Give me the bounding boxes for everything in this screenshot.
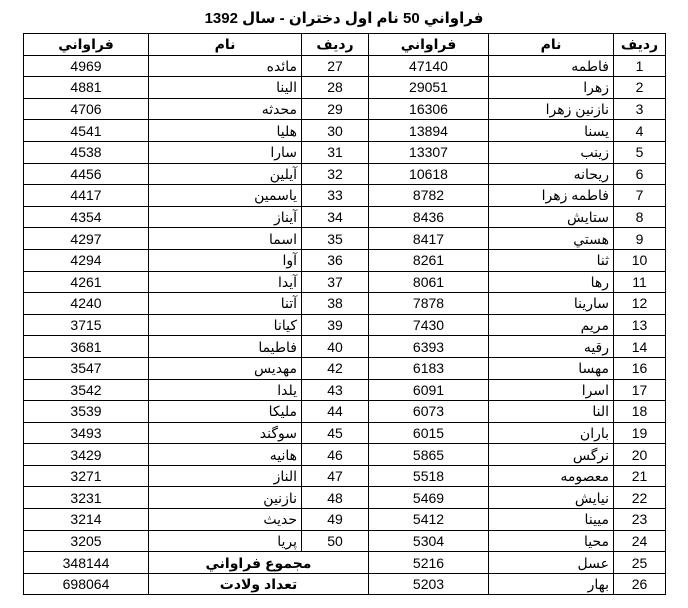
left-rank-cell: 30	[302, 120, 369, 142]
right-rank-cell: 17	[614, 379, 666, 401]
right-rank-cell: 8	[614, 206, 666, 228]
left-rank-cell: 47	[302, 465, 369, 487]
left-freq-cell: 4240	[24, 293, 149, 315]
left-freq-cell: 4261	[24, 271, 149, 293]
left-name-cell: آيدا	[149, 271, 302, 293]
left-name-cell: آيلين	[149, 163, 302, 185]
left-freq-cell: 4969	[24, 55, 149, 77]
table-row	[24, 163, 666, 185]
right-name-cell: سارينا	[489, 293, 614, 315]
left-rank-cell: 33	[302, 185, 369, 207]
table-row	[24, 530, 666, 552]
right-rank-cell: 20	[614, 444, 666, 466]
left-rank-cell: 36	[302, 249, 369, 271]
right-name-cell: ثنا	[489, 249, 614, 271]
births-value: 698064	[24, 573, 149, 595]
left-rank-cell: 35	[302, 228, 369, 250]
right-rank-cell: 11	[614, 271, 666, 293]
header-freq-right: فراواني	[369, 34, 489, 56]
right-rank-cell: 2	[614, 77, 666, 99]
left-freq-cell: 4881	[24, 77, 149, 99]
right-name-cell: نيايش	[489, 487, 614, 509]
left-rank-cell: 27	[302, 55, 369, 77]
right-freq-cell: 5216	[369, 552, 489, 574]
table-row	[24, 336, 666, 358]
left-rank-cell: 39	[302, 314, 369, 336]
left-rank-cell: 29	[302, 98, 369, 120]
table-row	[24, 314, 666, 336]
right-freq-cell: 8061	[369, 271, 489, 293]
left-name-cell: هليا	[149, 120, 302, 142]
right-name-cell: النا	[489, 401, 614, 423]
header-name-right: نام	[489, 34, 614, 56]
left-rank-cell: 31	[302, 141, 369, 163]
left-name-cell: كيانا	[149, 314, 302, 336]
right-freq-cell: 6183	[369, 357, 489, 379]
right-rank-cell: 26	[614, 573, 666, 595]
right-name-cell: رها	[489, 271, 614, 293]
right-name-cell: مريم	[489, 314, 614, 336]
right-freq-cell: 5412	[369, 509, 489, 531]
right-freq-cell: 5304	[369, 530, 489, 552]
table-row	[24, 249, 666, 271]
right-freq-cell: 10618	[369, 163, 489, 185]
left-name-cell: پريا	[149, 530, 302, 552]
table-row	[24, 293, 666, 315]
left-freq-cell: 4456	[24, 163, 149, 185]
left-freq-cell: 3547	[24, 357, 149, 379]
left-name-cell: يلدا	[149, 379, 302, 401]
right-name-cell: اسرا	[489, 379, 614, 401]
right-name-cell: ريحانه	[489, 163, 614, 185]
right-freq-cell: 5518	[369, 465, 489, 487]
right-rank-cell: 9	[614, 228, 666, 250]
right-freq-cell: 13307	[369, 141, 489, 163]
right-rank-cell: 24	[614, 530, 666, 552]
left-freq-cell: 3205	[24, 530, 149, 552]
right-rank-cell: 7	[614, 185, 666, 207]
left-freq-cell: 4538	[24, 141, 149, 163]
right-name-cell: باران	[489, 422, 614, 444]
left-freq-cell: 3231	[24, 487, 149, 509]
left-freq-cell: 3681	[24, 336, 149, 358]
right-freq-cell: 47140	[369, 55, 489, 77]
right-freq-cell: 6073	[369, 401, 489, 423]
right-rank-cell: 1	[614, 55, 666, 77]
header-rank-left: رديف	[302, 34, 369, 56]
left-name-cell: مليكا	[149, 401, 302, 423]
left-rank-cell: 38	[302, 293, 369, 315]
right-freq-cell: 13894	[369, 120, 489, 142]
right-freq-cell: 7878	[369, 293, 489, 315]
right-rank-cell: 13	[614, 314, 666, 336]
left-name-cell: آيناز	[149, 206, 302, 228]
left-name-cell: اسما	[149, 228, 302, 250]
table-row	[24, 228, 666, 250]
table-row	[24, 573, 666, 595]
left-name-cell: فاطيما	[149, 336, 302, 358]
right-freq-cell: 5469	[369, 487, 489, 509]
table-row	[24, 141, 666, 163]
table-row	[24, 552, 666, 574]
left-freq-cell: 3214	[24, 509, 149, 531]
left-name-cell: الناز	[149, 465, 302, 487]
right-freq-cell: 16306	[369, 98, 489, 120]
right-rank-cell: 25	[614, 552, 666, 574]
right-rank-cell: 16	[614, 357, 666, 379]
table-row	[24, 422, 666, 444]
table-row	[24, 77, 666, 99]
left-freq-cell: 3542	[24, 379, 149, 401]
left-freq-cell: 4706	[24, 98, 149, 120]
left-rank-cell: 49	[302, 509, 369, 531]
right-name-cell: فاطمه	[489, 55, 614, 77]
table-row	[24, 357, 666, 379]
table-row	[24, 444, 666, 466]
left-rank-cell: 37	[302, 271, 369, 293]
left-name-cell: الينا	[149, 77, 302, 99]
left-name-cell: مائده	[149, 55, 302, 77]
right-rank-cell: 5	[614, 141, 666, 163]
right-freq-cell: 6015	[369, 422, 489, 444]
right-name-cell: هستي	[489, 228, 614, 250]
left-freq-cell: 3493	[24, 422, 149, 444]
left-name-cell: محدثه	[149, 98, 302, 120]
right-name-cell: عسل	[489, 552, 614, 574]
table-row	[24, 465, 666, 487]
births-label: تعداد ولادت	[149, 573, 369, 595]
header-row	[24, 34, 666, 56]
right-rank-cell: 18	[614, 401, 666, 423]
left-freq-cell: 4541	[24, 120, 149, 142]
right-freq-cell: 7430	[369, 314, 489, 336]
left-name-cell: هانيه	[149, 444, 302, 466]
right-name-cell: نازنين زهرا	[489, 98, 614, 120]
right-name-cell: فاطمه زهرا	[489, 185, 614, 207]
right-rank-cell: 3	[614, 98, 666, 120]
left-rank-cell: 43	[302, 379, 369, 401]
left-rank-cell: 46	[302, 444, 369, 466]
right-freq-cell: 8782	[369, 185, 489, 207]
table-row	[24, 120, 666, 142]
table-row	[24, 206, 666, 228]
header-name-left: نام	[149, 34, 302, 56]
right-freq-cell: 5203	[369, 573, 489, 595]
table-row	[24, 379, 666, 401]
left-freq-cell: 3429	[24, 444, 149, 466]
right-name-cell: معصومه	[489, 465, 614, 487]
page-title: فراواني 50 نام اول دختران - سال 1392	[204, 10, 484, 27]
left-name-cell: آتنا	[149, 293, 302, 315]
header-freq-left: فراواني	[24, 34, 149, 56]
right-freq-cell: 6393	[369, 336, 489, 358]
right-freq-cell: 8261	[369, 249, 489, 271]
right-name-cell: يسنا	[489, 120, 614, 142]
left-name-cell: سوگند	[149, 422, 302, 444]
left-rank-cell: 40	[302, 336, 369, 358]
right-rank-cell: 19	[614, 422, 666, 444]
right-name-cell: مهسا	[489, 357, 614, 379]
left-rank-cell: 42	[302, 357, 369, 379]
left-freq-cell: 4294	[24, 249, 149, 271]
left-freq-cell: 3715	[24, 314, 149, 336]
right-freq-cell: 5865	[369, 444, 489, 466]
right-rank-cell: 10	[614, 249, 666, 271]
right-name-cell: محيا	[489, 530, 614, 552]
left-freq-cell: 4297	[24, 228, 149, 250]
left-rank-cell: 32	[302, 163, 369, 185]
left-freq-cell: 3539	[24, 401, 149, 423]
right-rank-cell: 4	[614, 120, 666, 142]
table-row	[24, 401, 666, 423]
right-name-cell: ستايش	[489, 206, 614, 228]
names-frequency-table	[23, 33, 666, 595]
left-freq-cell: 4417	[24, 185, 149, 207]
left-name-cell: آوا	[149, 249, 302, 271]
right-rank-cell: 14	[614, 336, 666, 358]
header-rank-right: رديف	[614, 34, 666, 56]
total-label: مجموع فراواني	[149, 552, 369, 574]
table-row	[24, 487, 666, 509]
left-rank-cell: 50	[302, 530, 369, 552]
right-rank-cell: 21	[614, 465, 666, 487]
left-name-cell: حديث	[149, 509, 302, 531]
right-name-cell: ميينا	[489, 509, 614, 531]
table-row	[24, 271, 666, 293]
right-rank-cell: 23	[614, 509, 666, 531]
right-name-cell: رقيه	[489, 336, 614, 358]
right-name-cell: زهرا	[489, 77, 614, 99]
right-rank-cell: 6	[614, 163, 666, 185]
right-rank-cell: 12	[614, 293, 666, 315]
right-freq-cell: 8436	[369, 206, 489, 228]
table-row	[24, 98, 666, 120]
right-name-cell: نرگس	[489, 444, 614, 466]
table-row	[24, 509, 666, 531]
left-name-cell: ياسمين	[149, 185, 302, 207]
total-value: 348144	[24, 552, 149, 574]
left-rank-cell: 28	[302, 77, 369, 99]
right-name-cell: زينب	[489, 141, 614, 163]
left-name-cell: سارا	[149, 141, 302, 163]
left-freq-cell: 4354	[24, 206, 149, 228]
left-rank-cell: 45	[302, 422, 369, 444]
right-name-cell: بهار	[489, 573, 614, 595]
left-rank-cell: 44	[302, 401, 369, 423]
left-freq-cell: 3271	[24, 465, 149, 487]
left-name-cell: مهديس	[149, 357, 302, 379]
left-name-cell: نازنين	[149, 487, 302, 509]
right-freq-cell: 8417	[369, 228, 489, 250]
right-freq-cell: 6091	[369, 379, 489, 401]
right-freq-cell: 29051	[369, 77, 489, 99]
table-row	[24, 185, 666, 207]
left-rank-cell: 48	[302, 487, 369, 509]
left-rank-cell: 34	[302, 206, 369, 228]
table-row	[24, 55, 666, 77]
right-rank-cell: 22	[614, 487, 666, 509]
